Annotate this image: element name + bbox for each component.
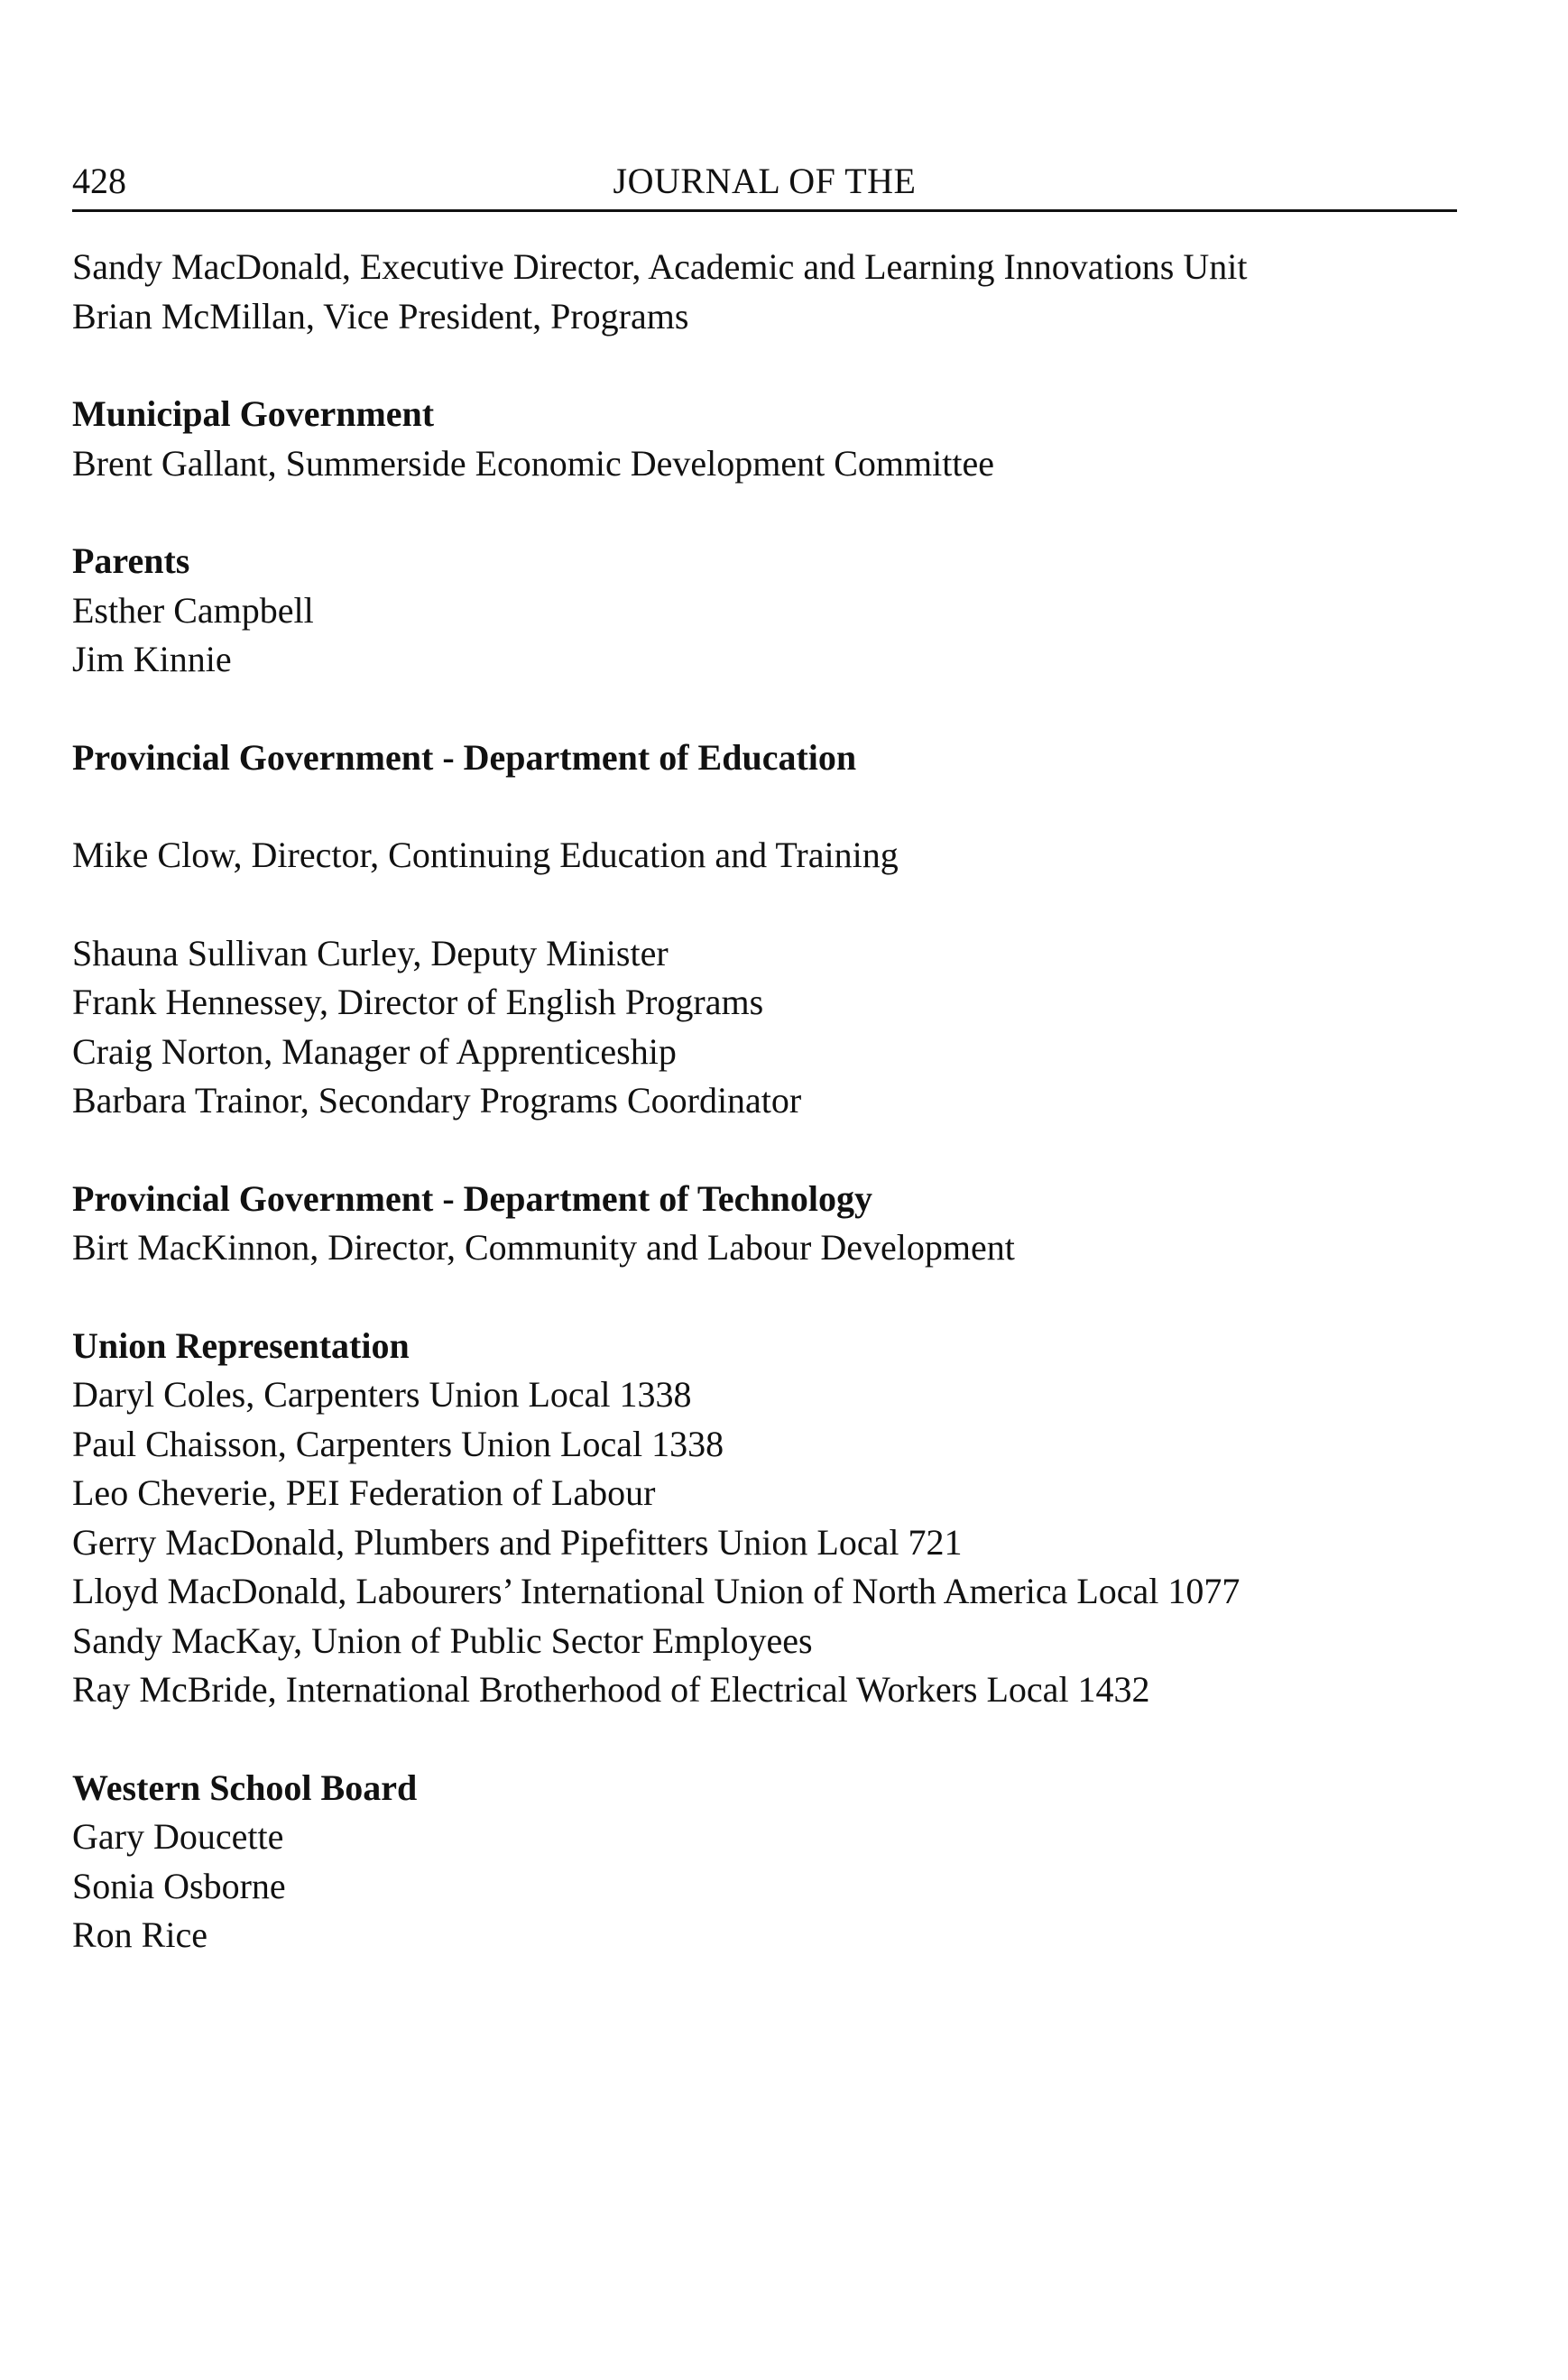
member-entry: Craig Norton, Manager of Apprenticeship: [72, 1030, 677, 1072]
spacer: [72, 782, 1457, 831]
running-head: [72, 153, 1457, 212]
member-entry: Brent Gallant, Summerside Economic Development Committee: [72, 442, 994, 484]
member-entry: Lloyd MacDonald, Labourers’ International Union of North America Local 1077: [72, 1571, 1241, 1611]
section-municipal-government: [72, 390, 1457, 488]
journal-page: [72, 153, 1457, 2009]
member-entry: Ron Rice: [72, 1914, 208, 1955]
member-entry: Barbara Trainor, Secondary Programs Coordinator: [72, 1080, 802, 1121]
section-parents: [72, 537, 1457, 685]
member-entry: Gary Doucette: [72, 1816, 284, 1857]
section-heading: Provincial Government - Department of Education: [72, 736, 857, 778]
member-entry: Daryl Coles, Carpenters Union Local 1338: [72, 1374, 692, 1415]
member-entry: Paul Chaisson, Carpenters Union Local 1338: [72, 1423, 724, 1464]
member-entry: Gerry MacDonald, Plumbers and Pipefitters Union Local 721: [72, 1521, 963, 1563]
member-entry: Leo Cheverie, PEI Federation of Labour: [72, 1472, 656, 1513]
section-heading: Parents: [72, 540, 190, 581]
member-entry: Esther Campbell: [72, 589, 314, 631]
membership-list: [72, 243, 1457, 1960]
member-entry: Jim Kinnie: [72, 639, 232, 679]
member-entry: Frank Hennessey, Director of English Programs: [72, 982, 764, 1022]
member-entry: Mike Clow, Director, Continuing Education and Training: [72, 835, 899, 875]
section-department-of-education: [72, 733, 1457, 1126]
member-entry: Ray McBride, International Brotherhood of Electrical Workers Local 1432: [72, 1669, 1150, 1710]
journal-title: JOURNAL OF THE: [613, 161, 917, 201]
spacer: [72, 881, 1457, 929]
section-union-representation: [72, 1322, 1457, 1715]
section-heading: Municipal Government: [72, 393, 435, 434]
intro-group: [72, 243, 1457, 341]
page-number: 428: [72, 161, 126, 201]
section-department-of-technology: [72, 1175, 1457, 1273]
section-heading: Western School Board: [72, 1767, 418, 1808]
section-western-school-board: [72, 1764, 1457, 1960]
section-heading: Union Representation: [72, 1324, 410, 1366]
member-entry: Sonia Osborne: [72, 1865, 286, 1906]
section-heading: Provincial Government - Department of Technology: [72, 1177, 872, 1219]
member-entry: Sandy MacKay, Union of Public Sector Employees: [72, 1619, 813, 1661]
member-entry: Sandy MacDonald, Executive Director, Academic and Learning Innovations Unit: [72, 246, 1248, 287]
member-entry: Birt MacKinnon, Director, Community and Labour Development: [72, 1227, 1015, 1268]
member-entry: Shauna Sullivan Curley, Deputy Minister: [72, 932, 669, 973]
member-entry: Brian McMillan, Vice President, Programs: [72, 295, 689, 337]
